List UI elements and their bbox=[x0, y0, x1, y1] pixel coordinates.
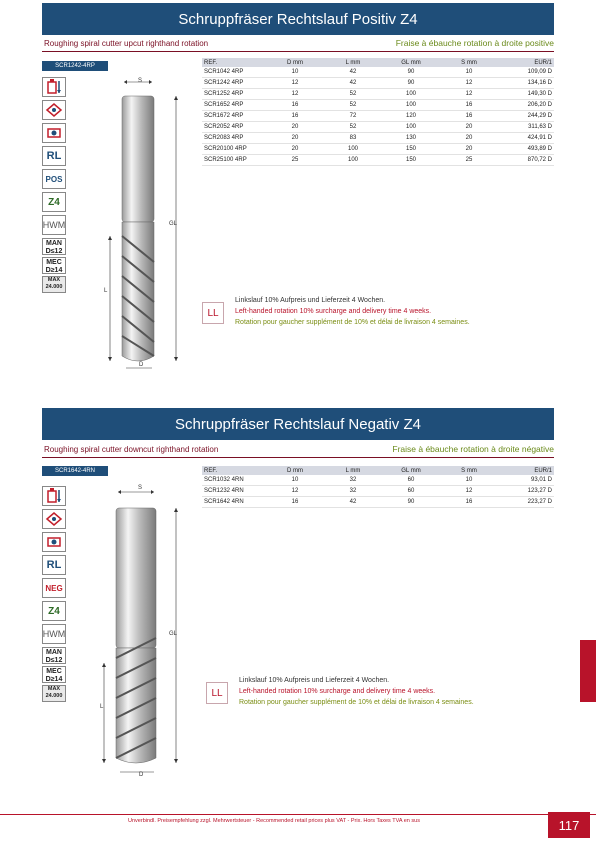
section2-code-badge: SCR1642-4RN bbox=[42, 466, 108, 476]
dim-s-label: S bbox=[138, 78, 143, 84]
man-diameter: D≤12 bbox=[45, 247, 63, 255]
table-cell: 12 bbox=[266, 78, 324, 89]
man-label: MAN bbox=[46, 240, 62, 247]
table-cell: 150 bbox=[382, 155, 440, 166]
table-cell: 32 bbox=[324, 486, 382, 497]
mec-diameter: D≥14 bbox=[45, 675, 63, 683]
table-cell: 12 bbox=[440, 486, 498, 497]
footer-price-note: Unverbindl. Preisempfehlung zzgl. Mehrwertsteuer - Recommended retail prices plus VAT - Prix. Hors Taxes TVA en sus bbox=[128, 818, 420, 824]
table-cell: 100 bbox=[382, 122, 440, 133]
drill-icon bbox=[42, 77, 66, 97]
rpm-label: MAX bbox=[47, 686, 61, 692]
rpm-icon bbox=[42, 276, 66, 293]
dim-gl-label: GL bbox=[169, 221, 178, 227]
table-cell: 223,27 D bbox=[498, 497, 554, 508]
section2-title: Schruppfräser Rechtslauf Negativ Z4 bbox=[42, 408, 554, 440]
drill-icon bbox=[42, 486, 66, 506]
section2-note bbox=[239, 675, 474, 708]
dim-s-label: S bbox=[138, 485, 143, 491]
neg-icon: NEG bbox=[42, 578, 66, 598]
table-cell: 52 bbox=[324, 89, 382, 100]
table-cell: SCR1252 4RP bbox=[202, 89, 266, 100]
table-cell: 42 bbox=[324, 497, 382, 508]
router-icon bbox=[42, 509, 66, 529]
table-row bbox=[202, 155, 554, 166]
table-cell: 424,91 D bbox=[498, 133, 554, 144]
dim-l-label: L bbox=[104, 288, 108, 294]
table-cell: 42 bbox=[324, 67, 382, 78]
dim-d-label: D bbox=[139, 362, 144, 368]
table-header-cell: REF. bbox=[202, 58, 266, 67]
table-cell: 52 bbox=[324, 100, 382, 111]
table-cell: 83 bbox=[324, 133, 382, 144]
mec-label: MEC bbox=[46, 259, 62, 266]
section1-subtitle-fr: Fraise à ébauche rotation à droite positive bbox=[395, 38, 554, 48]
dim-l-label: L bbox=[100, 704, 104, 710]
table-cell: 20 bbox=[266, 133, 324, 144]
table-cell: 72 bbox=[324, 111, 382, 122]
mec-icon bbox=[42, 257, 66, 274]
rpm-icon bbox=[42, 685, 66, 702]
man-label: MAN bbox=[46, 649, 62, 656]
section2-ll-icon: LL bbox=[206, 682, 228, 704]
mec-icon bbox=[42, 666, 66, 683]
table-cell: 90 bbox=[382, 67, 440, 78]
section1-subtitle-en: Roughing spiral cutter upcut righthand rotation bbox=[44, 39, 209, 48]
table-cell: 12 bbox=[440, 89, 498, 100]
table-header-cell: REF. bbox=[202, 466, 266, 475]
z4-icon: Z4 bbox=[42, 601, 66, 621]
note-en: Left-handed rotation 10% surcharge and delivery time 4 weeks. bbox=[235, 308, 432, 315]
pos-icon: POS bbox=[42, 169, 66, 189]
page-number: 117 bbox=[548, 812, 590, 838]
table-header-cell: L mm bbox=[324, 58, 382, 67]
table-cell: 20 bbox=[440, 144, 498, 155]
mec-label: MEC bbox=[46, 668, 62, 675]
section1-ll-icon: LL bbox=[202, 302, 224, 324]
table-row bbox=[202, 133, 554, 144]
table-cell: 10 bbox=[440, 475, 498, 486]
table-header-cell: S mm bbox=[440, 58, 498, 67]
table-cell: SCR20100 4RP bbox=[202, 144, 266, 155]
router-alt-icon bbox=[42, 532, 66, 552]
table-row bbox=[202, 475, 554, 486]
note-en: Left-handed rotation 10% surcharge and delivery time 4 weeks. bbox=[239, 688, 436, 695]
note-fr: Rotation pour gaucher supplément de 10% et délai de livraison 4 semaines. bbox=[239, 699, 474, 706]
table-row bbox=[202, 89, 554, 100]
table-cell: 16 bbox=[440, 497, 498, 508]
table-header-row bbox=[202, 58, 554, 67]
table-row bbox=[202, 100, 554, 111]
table-cell: 16 bbox=[266, 111, 324, 122]
table-cell: 90 bbox=[382, 78, 440, 89]
section1-price-table bbox=[202, 58, 554, 166]
rpm-value: 24.000 bbox=[45, 693, 63, 699]
table-cell: SCR1042 4RP bbox=[202, 67, 266, 78]
section2-tool-drawing bbox=[96, 488, 196, 788]
table-row bbox=[202, 67, 554, 78]
section1-tool-drawing bbox=[96, 76, 196, 376]
table-cell: 100 bbox=[382, 89, 440, 100]
section2-icon-column bbox=[42, 486, 70, 704]
table-cell: 123,27 D bbox=[498, 486, 554, 497]
table-header-cell: EUR/1 bbox=[498, 58, 554, 67]
table-cell: 60 bbox=[382, 486, 440, 497]
table-row bbox=[202, 78, 554, 89]
table-header-cell: D mm bbox=[266, 466, 324, 475]
note-de: Linkslauf 10% Aufpreis und Lieferzeit 4 Wochen. bbox=[239, 677, 390, 684]
table-cell: SCR1652 4RP bbox=[202, 100, 266, 111]
table-cell: 493,89 D bbox=[498, 144, 554, 155]
table-cell: 20 bbox=[440, 122, 498, 133]
table-cell: 20 bbox=[266, 144, 324, 155]
table-cell: SCR1032 4RN bbox=[202, 475, 266, 486]
table-cell: 134,16 D bbox=[498, 78, 554, 89]
section1-table-body bbox=[202, 67, 554, 166]
man-icon bbox=[42, 647, 66, 664]
dim-gl-label: GL bbox=[169, 631, 178, 637]
table-cell: 25 bbox=[266, 155, 324, 166]
section1-title: Schruppfräser Rechtslauf Positiv Z4 bbox=[42, 3, 554, 35]
table-header-cell: GL mm bbox=[382, 58, 440, 67]
table-cell: 150 bbox=[382, 144, 440, 155]
footer-divider bbox=[0, 814, 596, 815]
table-cell: SCR2052 4RP bbox=[202, 122, 266, 133]
table-cell: 870,72 D bbox=[498, 155, 554, 166]
section1-code-badge: SCR1242-4RP bbox=[42, 61, 108, 71]
table-cell: 20 bbox=[440, 133, 498, 144]
z4-icon: Z4 bbox=[42, 192, 66, 212]
rpm-value: 24.000 bbox=[45, 284, 63, 290]
table-cell: 16 bbox=[440, 111, 498, 122]
table-cell: 10 bbox=[440, 67, 498, 78]
rl-icon: RL bbox=[42, 146, 66, 166]
table-row bbox=[202, 111, 554, 122]
table-header-cell: L mm bbox=[324, 466, 382, 475]
table-cell: 32 bbox=[324, 475, 382, 486]
table-cell: 100 bbox=[382, 100, 440, 111]
table-cell: SCR1232 4RN bbox=[202, 486, 266, 497]
table-cell: 130 bbox=[382, 133, 440, 144]
man-diameter: D≤12 bbox=[45, 656, 63, 664]
section2-subtitle-fr: Fraise à ébauche rotation à droite négative bbox=[392, 444, 554, 454]
table-row bbox=[202, 144, 554, 155]
table-cell: 311,63 D bbox=[498, 122, 554, 133]
dim-d-label: D bbox=[139, 772, 144, 778]
table-row bbox=[202, 122, 554, 133]
table-cell: 100 bbox=[324, 144, 382, 155]
table-cell: 109,09 D bbox=[498, 67, 554, 78]
table-cell: 12 bbox=[440, 78, 498, 89]
section1-icon-column bbox=[42, 77, 70, 295]
table-cell: 10 bbox=[266, 475, 324, 486]
table-cell: 93,01 D bbox=[498, 475, 554, 486]
section2-price-table bbox=[202, 466, 554, 508]
section2-subtitle-en: Roughing spiral cutter downcut righthand rotation bbox=[44, 445, 219, 454]
table-cell: SCR2083 4RP bbox=[202, 133, 266, 144]
section1-note bbox=[235, 295, 470, 328]
table-cell: 42 bbox=[324, 78, 382, 89]
table-cell: 16 bbox=[266, 497, 324, 508]
table-cell: SCR1642 4RN bbox=[202, 497, 266, 508]
mec-diameter: D≥14 bbox=[45, 266, 63, 274]
table-header-cell: D mm bbox=[266, 58, 324, 67]
table-cell: 12 bbox=[266, 486, 324, 497]
table-cell: 52 bbox=[324, 122, 382, 133]
table-cell: 16 bbox=[266, 100, 324, 111]
man-icon bbox=[42, 238, 66, 255]
table-cell: 100 bbox=[324, 155, 382, 166]
router-alt-icon bbox=[42, 123, 66, 143]
table-cell: SCR1672 4RP bbox=[202, 111, 266, 122]
hwm-icon: HWM bbox=[42, 215, 66, 235]
table-cell: 10 bbox=[266, 67, 324, 78]
table-header-cell: GL mm bbox=[382, 466, 440, 475]
table-row bbox=[202, 497, 554, 508]
table-cell: 60 bbox=[382, 475, 440, 486]
rpm-label: MAX bbox=[47, 277, 61, 283]
section2-subtitle-row bbox=[42, 441, 554, 458]
table-header-row bbox=[202, 466, 554, 475]
table-cell: 244,29 D bbox=[498, 111, 554, 122]
table-cell: SCR25100 4RP bbox=[202, 155, 266, 166]
note-de: Linkslauf 10% Aufpreis und Lieferzeit 4 Wochen. bbox=[235, 297, 386, 304]
chapter-tab bbox=[580, 640, 596, 702]
table-cell: 25 bbox=[440, 155, 498, 166]
table-cell: SCR1242 4RP bbox=[202, 78, 266, 89]
table-cell: 12 bbox=[266, 89, 324, 100]
table-cell: 16 bbox=[440, 100, 498, 111]
table-cell: 20 bbox=[266, 122, 324, 133]
hwm-icon: HWM bbox=[42, 624, 66, 644]
table-cell: 149,30 D bbox=[498, 89, 554, 100]
router-icon bbox=[42, 100, 66, 120]
section2-table-body bbox=[202, 475, 554, 508]
table-cell: 206,20 D bbox=[498, 100, 554, 111]
table-header-cell: EUR/1 bbox=[498, 466, 554, 475]
section1-subtitle-row bbox=[42, 35, 554, 52]
table-cell: 90 bbox=[382, 497, 440, 508]
rl-icon: RL bbox=[42, 555, 66, 575]
table-row bbox=[202, 486, 554, 497]
note-fr: Rotation pour gaucher supplément de 10% et délai de livraison 4 semaines. bbox=[235, 319, 470, 326]
table-cell: 120 bbox=[382, 111, 440, 122]
table-header-cell: S mm bbox=[440, 466, 498, 475]
